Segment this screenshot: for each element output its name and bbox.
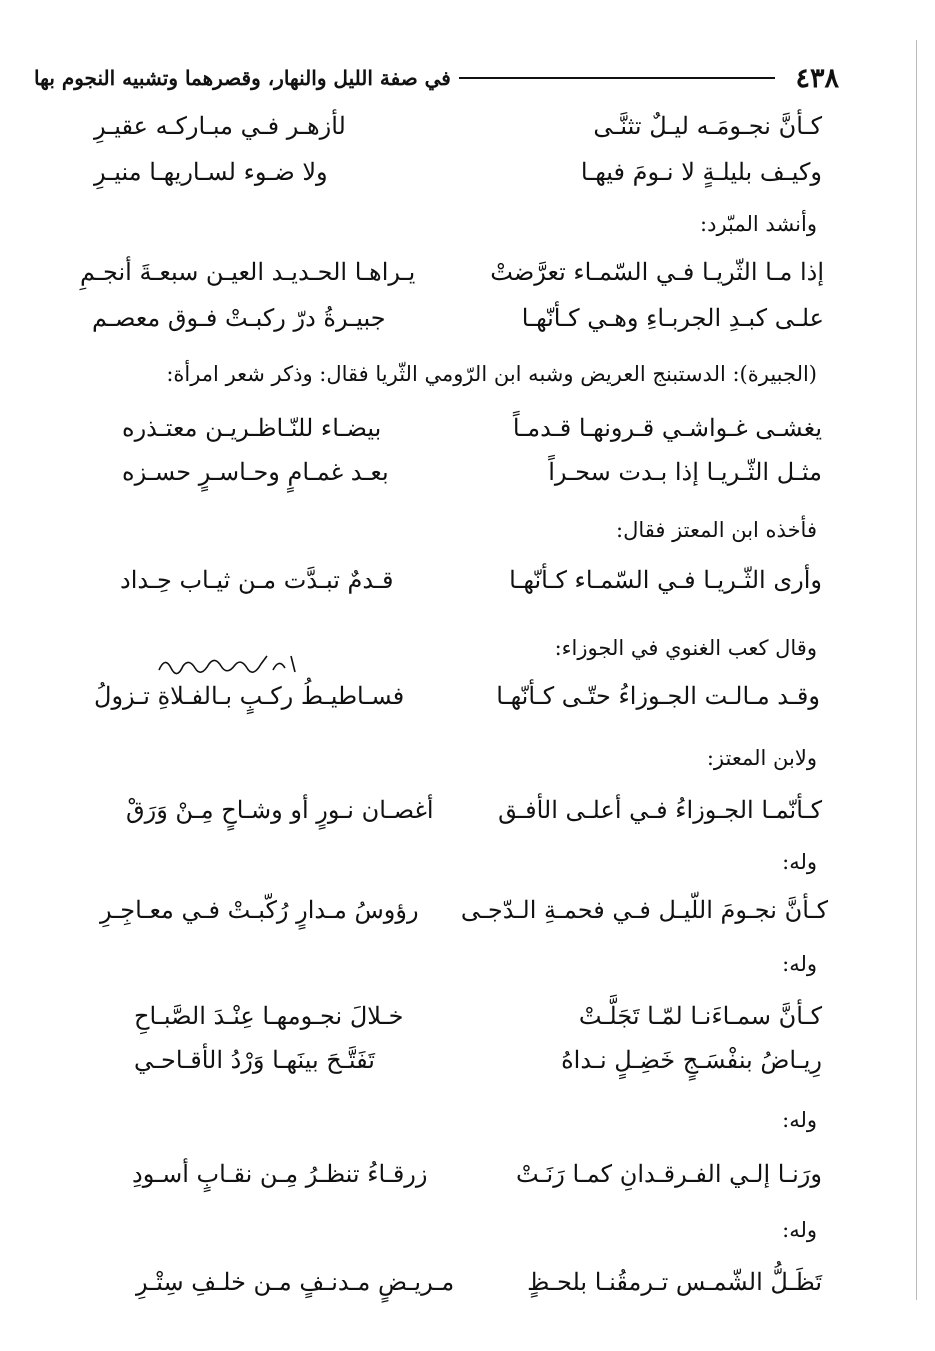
verse-second-hemistich: تَفَتَّـحَ بينَهـا وَرْدُ الأقـاحـي: [134, 1046, 375, 1074]
verse-line: [60, 112, 822, 152]
verse-second-hemistich: مـريـضٍ مـدنـفٍ مـن خلـفِ سِتْـرِ: [136, 1268, 455, 1296]
verse-first-hemistich: كـأنَّ نجـومَـه ليـلٌ تثنَّـى: [593, 112, 822, 140]
intro-text: وقال كعب الغنوي في الجوزاء:: [554, 636, 817, 660]
running-title: في صفة الليل والنهار، وقصرهما وتشبيه النجوم بها: [34, 66, 451, 90]
verse-line: [80, 258, 824, 298]
verse-second-hemistich: قـدمٌ تبـدَّت مـن ثيـاب حِـداد: [120, 566, 394, 594]
verse-line: [90, 682, 820, 722]
verse-first-hemistich: وقـد مـالـت الجـوزاءُ حتّـى كـأنّهـا: [496, 682, 820, 710]
page-header: [34, 56, 839, 100]
verse-first-hemistich: رِيـاضُ بنفْسَـجٍ خَضِـلٍ نـداهُ: [561, 1046, 822, 1074]
verse-second-hemistich: بيضـاء للنّـاظـريـن معتـذره: [122, 414, 382, 442]
intro-text: وله:: [782, 850, 817, 874]
intro-text: وأنشد المبّرد:: [700, 212, 817, 236]
verse-second-hemistich: جبيـرةُ درّ ركبـتْ فـوق معصـم: [92, 304, 386, 332]
verse-first-hemistich: مثـل الثّـريـا إذا بـدت سحـراً: [548, 458, 822, 486]
verse-line: [80, 304, 824, 344]
verse-line: [60, 414, 822, 454]
verse-line: [60, 158, 822, 198]
intro-text: وله:: [782, 1218, 817, 1242]
page-number: ٤٣٨: [795, 62, 839, 94]
verse-first-hemistich: إذا مـا الثّريـا فـي السّمـاء تعرَّضتْ: [490, 258, 824, 286]
verse-line: [60, 458, 822, 498]
verse-second-hemistich: أغصـان نـورٍ أو وشـاحٍ مِـنْ وَرَقْ: [126, 796, 434, 824]
intro-text: ولابن المعتز:: [706, 746, 817, 770]
verse-first-hemistich: كـأنَّ سمـاءَنـا لمّـا تَجَلَّـتْ: [578, 1002, 822, 1030]
verse-second-hemistich: بعـد غمـامٍ وحـاسـرٍ حسـزه: [122, 458, 389, 486]
verse-first-hemistich: وكيـف بليلـةٍ لا نـومَ فيهـا: [580, 158, 822, 186]
verse-first-hemistich: تَظَـلُّ الشّمـس تـرمقُنـا بلحـظٍ: [527, 1268, 822, 1296]
verse-line: [60, 1160, 822, 1200]
verse-line: [60, 566, 822, 606]
verse-line: [60, 1268, 822, 1308]
intro-text: وله:: [782, 1108, 817, 1132]
verse-second-hemistich: ولا ضـوء لسـاريهـا منيـرِ: [94, 158, 328, 186]
intro-text: (الجبيرة): الدستبنج العريض وشبه ابن الرّومي الثّريا فقال: وذكر شعر امرأة:: [166, 362, 817, 386]
verse-line: [80, 896, 828, 936]
intro-text: وله:: [782, 952, 817, 976]
verse-second-hemistich: رؤوسُ مـدارٍ رُكّبـتْ فـي معـاجِـرِ: [100, 896, 419, 924]
verse-line: [60, 796, 822, 836]
verse-second-hemistich: زرقـاءُ تنظـرُ مِـن نقـابٍ أسـودِ: [132, 1160, 428, 1188]
verse-line: [60, 1046, 822, 1086]
verse-second-hemistich: فسـاطيـطُ ركـبٍ بـالفـلاةِ تـزولُ: [94, 682, 405, 710]
verse-first-hemistich: يغشـى غـواشـي قـرونهـا قـدمـاً: [512, 414, 822, 442]
verse-line: [60, 1002, 822, 1042]
handwritten-annotation: [155, 650, 305, 682]
verse-first-hemistich: علـى كبـدِ الجربـاءِ وهـي كـأنّهـا: [521, 304, 824, 332]
verse-first-hemistich: وأرى الثّـريـا فـي السّمـاء كـأنّهـا: [509, 566, 822, 594]
verse-second-hemistich: خـلالَ نجـومهـا عِنْـدَ الصَّبـاحِ: [134, 1002, 404, 1030]
verse-first-hemistich: كـأنّمـا الجـوزاءُ فـي أعلـى الأفـق: [498, 796, 822, 824]
header-rule: [459, 77, 776, 79]
handwritten-annotation-mark: [155, 650, 305, 678]
page-edge-line: [916, 40, 917, 1300]
intro-text: فأخذه ابن المعتز فقال:: [616, 518, 817, 542]
verse-first-hemistich: ورَنـا إلـي الفـرقـدانِ كمـا رَنَـتْ: [515, 1160, 822, 1188]
verse-first-hemistich: كـأنَّ نجـومَ اللّيـل فـي فحمـةِ الـدّجـى: [460, 896, 828, 924]
verse-second-hemistich: لأزهـر فـي مبـاركـه عقيـرِ: [94, 112, 346, 140]
verse-second-hemistich: يـراهـا الحـديـد العيـن سبعـةَ أنجـمِ: [80, 258, 416, 286]
